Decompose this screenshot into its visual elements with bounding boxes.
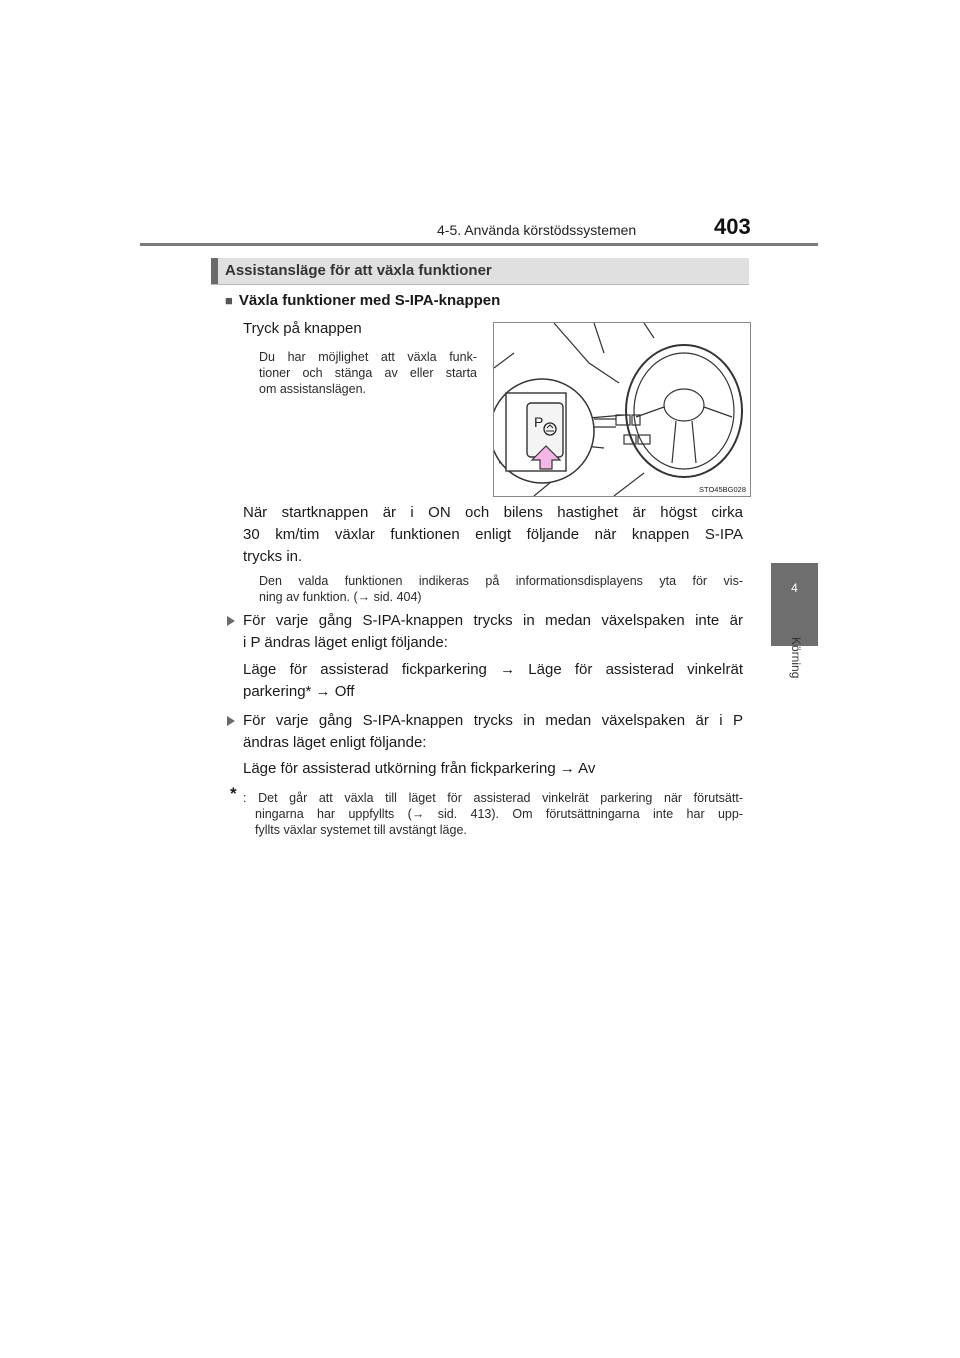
page-number: 403 [714, 214, 751, 239]
step1-note [259, 349, 477, 397]
bullet1-seq-line: parkering* → Off [243, 683, 355, 700]
section-heading-accent [211, 258, 218, 284]
triangle-bullet-icon [227, 616, 235, 626]
bullet2-sequence: Läge för assisterad utkörning från fickparkering → Av [243, 760, 596, 777]
footnote [243, 790, 743, 838]
para2-line: 30 km/tim växlar funktionen enligt följande när knappen S-IPA [243, 526, 743, 543]
footnote-line: ningarna har uppfyllts (→ sid. 413). Om förutsättningarna inte har upp- [255, 807, 743, 821]
bullet1-line: För varje gång S-IPA-knappen trycks in medan växelspaken inte är [243, 612, 743, 629]
footnote-marker: * [230, 784, 237, 803]
header-section-title: 4-5. Använda körstödssystemen [437, 222, 637, 238]
triangle-bullet-icon [227, 716, 235, 726]
subheading [225, 292, 500, 309]
subheading-text: Växla funktioner med S-IPA-knappen [238, 292, 501, 309]
section-heading: Assistansläge för att växla funktioner [225, 262, 492, 279]
bullet1-seq-line: Läge för assisterad fickparkering → Läge för assisterad vinkelrät [243, 661, 743, 678]
para2-line: trycks in. [243, 548, 303, 565]
bullet1 [243, 610, 743, 654]
illustration-code: STO45BG028 [699, 485, 746, 494]
section-heading-bar [211, 258, 749, 285]
step1-text: Tryck på knappen [243, 320, 362, 337]
bullet2-line: För varje gång S-IPA-knappen trycks in medan växelspaken är i P [243, 712, 743, 729]
footnote-line: fyllts växlar systemet till avstängt läge. [255, 823, 467, 837]
bullet1-line: i P ändras läget enligt följande: [243, 634, 448, 651]
bullet1-sequence [243, 659, 743, 703]
square-bullet-icon: ■ [225, 293, 233, 308]
steering-wheel-illustration [493, 322, 751, 497]
step1-note-line: om assistanslägen. [259, 382, 367, 396]
bullet2 [243, 710, 743, 754]
para2-line: När startknappen är i ON och bilens hastighet är högst cirka [243, 504, 743, 521]
para2-note-line: ning av funktion. (→ sid. 404) [259, 590, 422, 604]
svg-text:P: P [534, 414, 544, 430]
header-rule [140, 243, 818, 246]
step1-note-line: Du har möjlighet att växla funk- [259, 350, 477, 364]
dashboard-drawing [494, 323, 750, 496]
chapter-tab-label: Körning [789, 637, 803, 679]
para2-note [259, 573, 743, 605]
step1-note-line: tioner och stänga av eller starta [259, 366, 477, 380]
footnote-line: : Det går att växla till läget för assisterad vinkelrät parkering när förutsätt- [243, 791, 743, 805]
para2-note-line: Den valda funktionen indikeras på informationsdisplayens yta för vis- [259, 574, 743, 588]
chapter-tab-number: 4 [791, 581, 798, 595]
para2 [243, 502, 743, 568]
bullet2-line: ändras läget enligt följande: [243, 734, 427, 751]
